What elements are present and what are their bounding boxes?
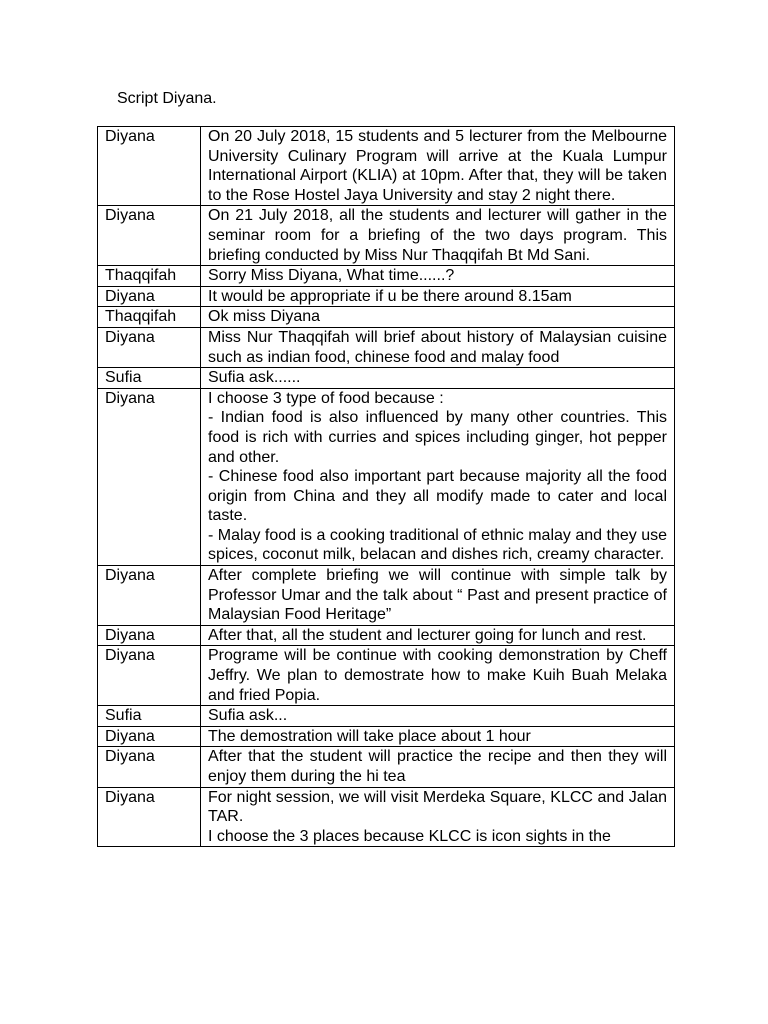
dialogue-cell <box>201 747 675 787</box>
dialogue-cell <box>201 206 675 266</box>
speaker-cell: Diyana <box>98 787 201 847</box>
script-table <box>97 126 675 847</box>
speaker-cell: Sufia <box>98 368 201 389</box>
table-row <box>98 307 675 328</box>
table-row <box>98 787 675 847</box>
speaker-cell: Diyana <box>98 646 201 706</box>
dialogue-line: The demostration will take place about 1 hour <box>208 727 531 745</box>
dialogue-line: After that, all the student and lecturer going for lunch and rest. <box>208 626 647 644</box>
speaker-cell: Diyana <box>98 747 201 787</box>
speaker-cell: Diyana <box>98 127 201 206</box>
speaker-cell: Diyana <box>98 286 201 307</box>
table-row <box>98 706 675 727</box>
dialogue-cell <box>201 566 675 626</box>
dialogue-line: Miss Nur Thaqqifah will brief about history of Malaysian cuisine such as indian food, chinese food and malay food <box>208 328 667 366</box>
table-row <box>98 566 675 626</box>
dialogue-line: Programe will be continue with cooking demonstration by Cheff Jeffry. We plan to demostrate how to make Kuih Buah Melaka and fried Popia. <box>208 647 667 704</box>
dialogue-cell <box>201 286 675 307</box>
speaker-cell: Diyana <box>98 388 201 565</box>
dialogue-line: Sorry Miss Diyana, What time......? <box>208 267 455 285</box>
dialogue-line: For night session, we will visit Merdeka Square, KLCC and Jalan TAR. <box>208 788 667 826</box>
speaker-cell: Diyana <box>98 327 201 367</box>
table-row <box>98 388 675 565</box>
dialogue-line: - Chinese food also important part because majority all the food origin from China and they all modify made to cater and local taste. <box>208 468 667 525</box>
dialogue-line: I choose the 3 places because KLCC is icon sights in the <box>208 827 611 845</box>
speaker-cell: Diyana <box>98 625 201 646</box>
table-row <box>98 327 675 367</box>
speaker-cell: Diyana <box>98 566 201 626</box>
table-row <box>98 368 675 389</box>
table-row <box>98 726 675 747</box>
document-title: Script Diyana. <box>117 90 217 107</box>
dialogue-cell <box>201 327 675 367</box>
dialogue-line: It would be appropriate if u be there around 8.15am <box>208 287 572 305</box>
dialogue-cell <box>201 625 675 646</box>
dialogue-line: Ok miss Diyana <box>208 308 321 326</box>
table-row <box>98 646 675 706</box>
dialogue-cell <box>201 706 675 727</box>
table-row <box>98 127 675 206</box>
dialogue-cell <box>201 388 675 565</box>
dialogue-line: On 20 July 2018, 15 students and 5 lecturer from the Melbourne University Culinary Program will arrive at the Kuala Lumpur International Airport (KLIA) at 10pm. After that, they will be taken to the Rose Hostel Jaya University and stay 2 night there. <box>208 128 667 204</box>
speaker-cell: Thaqqifah <box>98 307 201 328</box>
dialogue-line: After complete briefing we will continue with simple talk by Professor Umar and the talk about “ Past and present practice of Malaysian Food Heritage” <box>208 567 667 624</box>
dialogue-cell <box>201 307 675 328</box>
table-row <box>98 266 675 287</box>
dialogue-cell <box>201 266 675 287</box>
dialogue-cell <box>201 646 675 706</box>
dialogue-line: After that the student will practice the recipe and then they will enjoy them during the hi tea <box>208 748 667 785</box>
dialogue-line: Sufia ask...... <box>208 369 301 387</box>
table-row <box>98 286 675 307</box>
table-row <box>98 747 675 787</box>
table-row <box>98 206 675 266</box>
speaker-cell: Diyana <box>98 206 201 266</box>
dialogue-cell <box>201 127 675 206</box>
dialogue-line: On 21 July 2018, all the students and lecturer will gather in the seminar room for a briefing of the two days program. This briefing conducted by Miss Nur Thaqqifah Bt Md Sani. <box>208 207 667 264</box>
dialogue-line: - Indian food is also influenced by many other countries. This food is rich with curries and spices including ginger, hot pepper and other. <box>208 409 667 466</box>
dialogue-cell <box>201 368 675 389</box>
speaker-cell: Sufia <box>98 706 201 727</box>
dialogue-line: - Malay food is a cooking traditional of ethnic malay and they use spices, coconut milk, belacan and dishes rich, creamy character. <box>208 526 667 564</box>
dialogue-cell <box>201 787 675 847</box>
dialogue-line: Sufia ask... <box>208 707 288 725</box>
dialogue-line: I choose 3 type of food because : <box>208 389 444 407</box>
speaker-cell: Thaqqifah <box>98 266 201 287</box>
script-table-body <box>98 127 675 847</box>
speaker-cell: Diyana <box>98 726 201 747</box>
dialogue-cell <box>201 726 675 747</box>
table-row <box>98 625 675 646</box>
